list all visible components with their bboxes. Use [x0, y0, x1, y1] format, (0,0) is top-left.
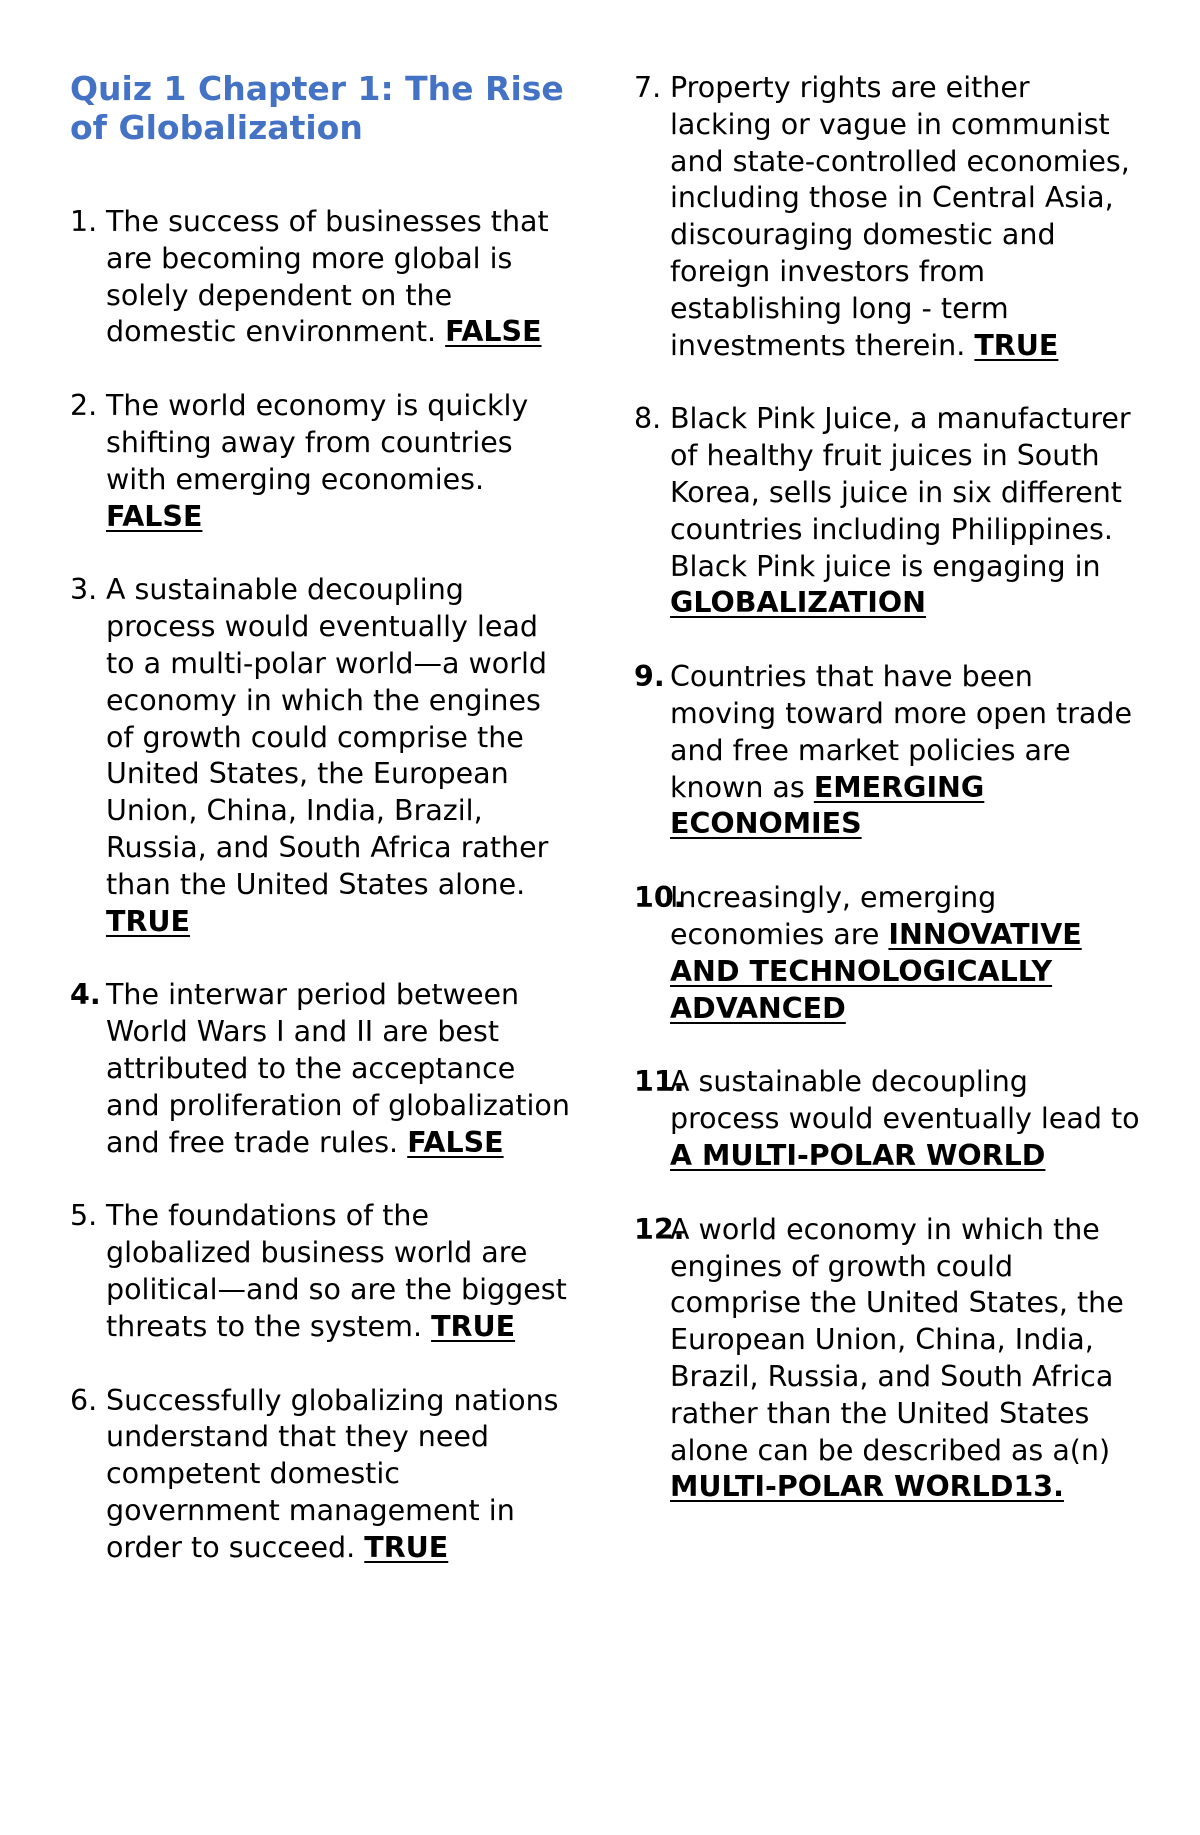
question-answer: TRUE [431, 1309, 516, 1343]
question-number: 8. [634, 402, 662, 436]
question-text: The interwar period between World Wars I and II are best attributed to the acceptance and proliferation of globalization and free trade rules. [106, 978, 570, 1159]
question-3 [70, 572, 570, 940]
question-text: Successfully globalizing nations understand that they need competent domestic government management in order to succeed. [106, 1383, 559, 1564]
question-text: A sustainable decoupling process would eventually lead to a multi-polar world—a world economy in which the engines of growth could comprise the United States, the European Union, China, India, Brazil, Russia, and South Africa rather than the United States alone. [106, 573, 549, 901]
question-answer: FALSE [106, 499, 203, 533]
question-8 [634, 401, 1140, 622]
question-2 [70, 388, 570, 535]
question-number: 2. [70, 389, 98, 423]
question-text: Increasingly, emerging economies are [670, 881, 997, 951]
question-4 [70, 977, 570, 1161]
question-text: A sustainable decoupling process would eventually lead to [670, 1065, 1140, 1136]
question-number: 12. [634, 1212, 685, 1246]
question-text: A world economy in which the engines of growth could comprise the United States, the European Union, China, India, Brazil, Russia, and South Africa rather than the United States alone can be described as a(n) [670, 1212, 1124, 1467]
question-number: 7. [634, 71, 662, 104]
question-answer: INNOVATIVE AND TECHNOLOGICALLY ADVANCED [670, 917, 1082, 1025]
question-7 [634, 70, 1140, 364]
question-number: 1. [70, 205, 98, 238]
question-text: The world economy is quickly shifting away from countries with emerging economies. [106, 389, 529, 496]
question-1 [70, 204, 570, 351]
question-number: 5. [70, 1199, 98, 1233]
question-answer: FALSE [407, 1125, 504, 1159]
question-answer: TRUE [106, 904, 190, 938]
question-5 [70, 1198, 570, 1345]
left-column [70, 70, 570, 1604]
page-title: Quiz 1 Chapter 1: The Rise of Globalization [70, 69, 564, 147]
question-11 [634, 1064, 1140, 1174]
question-answer: TRUE [974, 328, 1059, 362]
question-answer: A MULTI-POLAR WORLD [670, 1138, 1046, 1172]
question-number: 10. [634, 881, 685, 915]
question-answer: TRUE [364, 1530, 449, 1564]
question-answer: FALSE [445, 315, 542, 349]
question-text: Countries that have been moving toward more open trade and free market policies are known as [670, 660, 1132, 804]
question-10 [634, 880, 1140, 1027]
question-number: 9. [634, 660, 665, 694]
question-9 [634, 659, 1140, 843]
question-text: Property rights are either lacking or vague in communist and state-controlled economies, including those in Central Asia, discouraging domestic and foreign investors from establishing long - term investments therein. [670, 71, 1130, 362]
question-number: 11. [634, 1065, 685, 1099]
question-number: 4. [70, 978, 101, 1012]
question-answer: MULTI-POLAR WORLD13. [670, 1470, 1064, 1504]
question-text: The foundations of the globalized business world are political—and so are the biggest threats to the system. [106, 1199, 567, 1343]
question-answer: GLOBALIZATION [670, 586, 926, 620]
question-answer: EMERGING ECONOMIES [670, 770, 985, 841]
right-column [634, 70, 1140, 1543]
question-text: Black Pink Juice, a manufacturer of healthy fruit juices in South Korea, sells juice in six different countries including Philippines. Black Pink juice is engaging in [670, 402, 1131, 583]
question-6 [70, 1383, 570, 1567]
question-12 [634, 1212, 1140, 1506]
question-number: 3. [70, 573, 98, 607]
question-number: 6. [70, 1383, 98, 1417]
question-text: The success of businesses that are becoming more global is solely dependent on the domestic environment. [106, 205, 549, 349]
